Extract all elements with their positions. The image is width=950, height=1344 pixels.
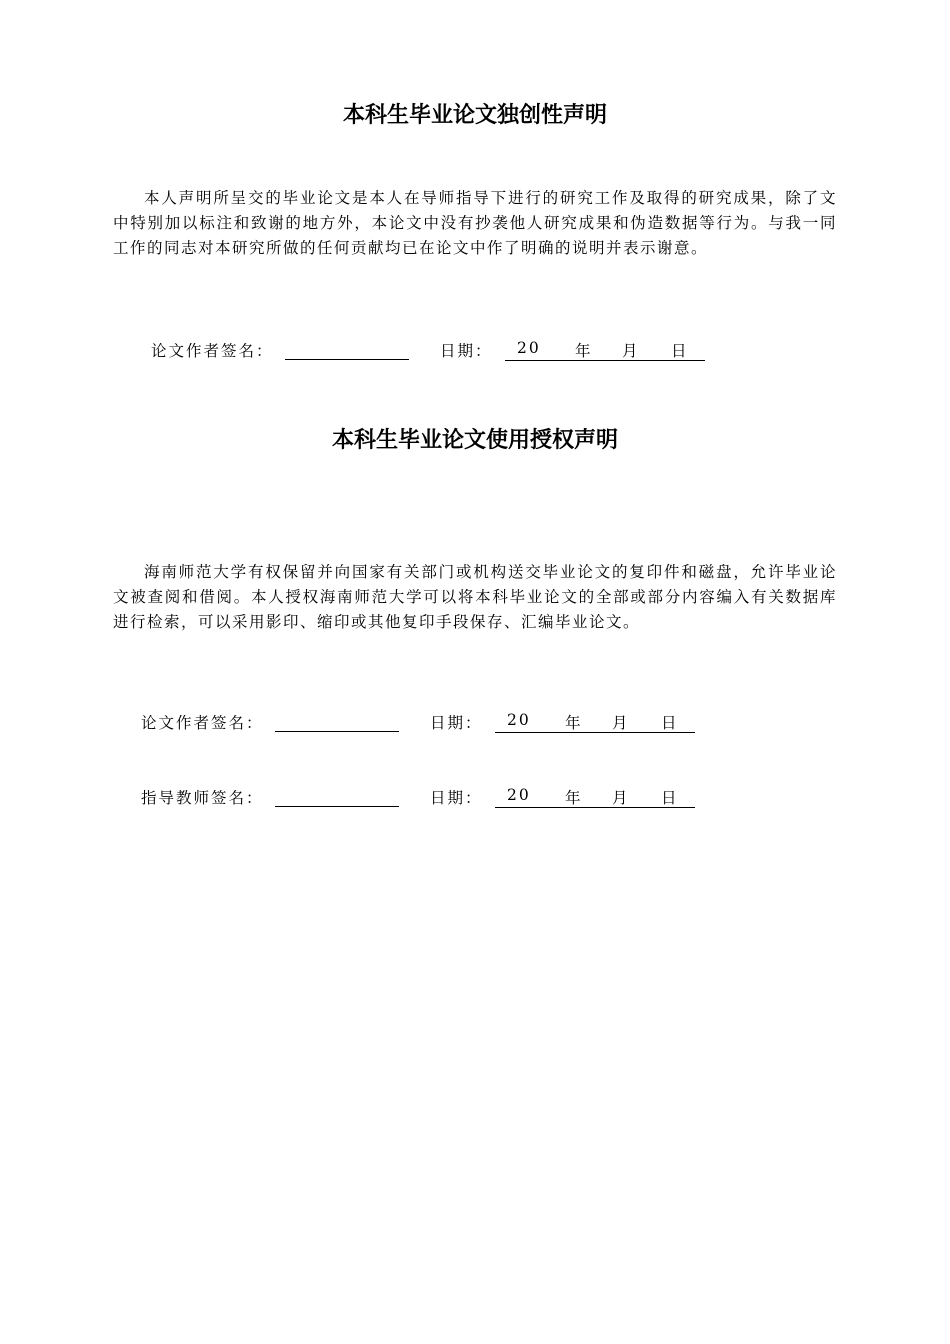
authorization-author-signature-row xyxy=(141,711,701,735)
date-field[interactable] xyxy=(495,786,695,808)
date-day-label: 日 xyxy=(661,789,679,807)
authorization-title: 本科生毕业论文使用授权声明 xyxy=(331,428,618,453)
date-month-label: 月 xyxy=(612,789,630,807)
author-signature-line[interactable] xyxy=(285,359,409,360)
date-year-label: 年 xyxy=(565,789,583,807)
originality-title: 本科生毕业论文独创性声明 xyxy=(342,103,607,128)
author-signature-line[interactable] xyxy=(275,731,399,732)
advisor-signature-label: 指导教师签名： xyxy=(141,789,264,807)
date-year-prefix: 20 xyxy=(507,786,531,804)
date-year-label: 年 xyxy=(575,342,593,360)
date-year-label: 年 xyxy=(565,714,583,732)
date-field[interactable] xyxy=(495,711,695,733)
date-year-prefix: 20 xyxy=(507,711,531,729)
author-signature-label: 论文作者签名： xyxy=(141,714,264,732)
date-label: 日期： xyxy=(440,342,493,360)
authorization-paragraph: 海南师范大学有权保留并向国家有关部门或机构送交毕业论文的复印件和磁盘，允许毕业论文被查阅和借阅。本人授权海南师范大学可以将本科毕业论文的全部或部分内容编入有关数据库进行检索，可以采用影印、缩印或其他复印手段保存、汇编毕业论文。 xyxy=(113,563,837,631)
date-year-prefix: 20 xyxy=(517,339,541,357)
advisor-signature-line[interactable] xyxy=(275,806,399,807)
date-day-label: 日 xyxy=(671,342,689,360)
date-label: 日期： xyxy=(430,714,483,732)
date-field[interactable] xyxy=(505,339,705,361)
date-day-label: 日 xyxy=(661,714,679,732)
date-label: 日期： xyxy=(430,789,483,807)
originality-paragraph: 本人声明所呈交的毕业论文是本人在导师指导下进行的研究工作及取得的研究成果，除了文中特别加以标注和致谢的地方外，本论文中没有抄袭他人研究成果和伪造数据等行为。与我一同工作的同志对本研究所做的任何贡献均已在论文中作了明确的说明并表示谢意。 xyxy=(113,189,837,257)
authorization-advisor-signature-row xyxy=(141,786,701,810)
originality-signature-row xyxy=(151,339,711,363)
date-month-label: 月 xyxy=(622,342,640,360)
date-month-label: 月 xyxy=(612,714,630,732)
author-signature-label: 论文作者签名： xyxy=(151,342,274,360)
